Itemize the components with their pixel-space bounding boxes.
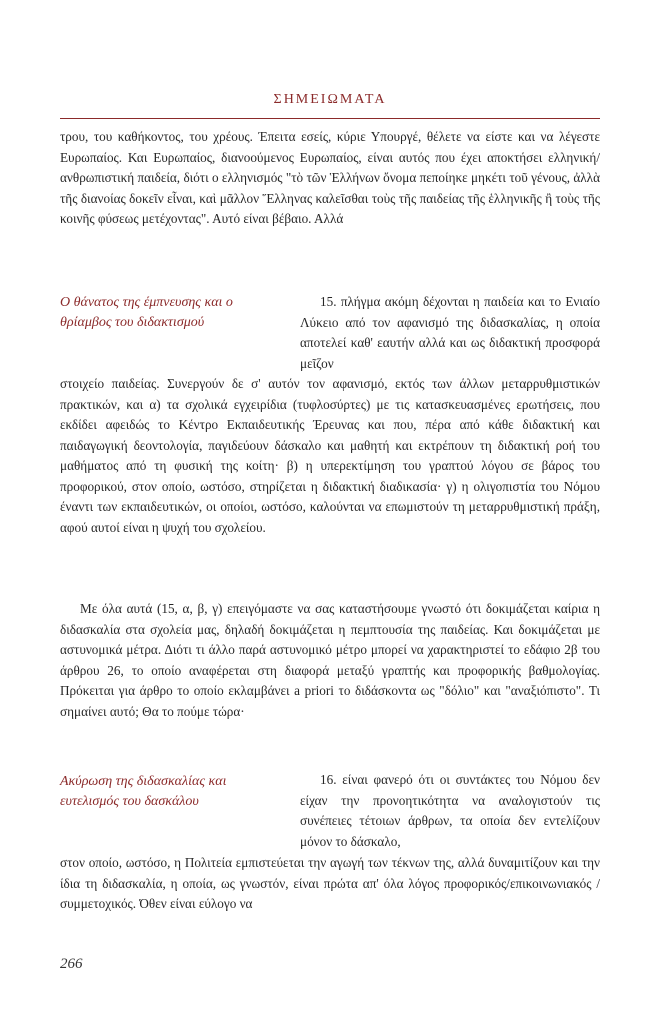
paragraph-15-opening: 15. πλήγμα ακόμη δέχονται η παιδεία και το Ενιαίο Λύκειο από τον αφανισμό της διδασκαλίας, η οποία αποτελεί καθ' εαυτήν αλλά και ως διδακτική προσφορά μεῖζον	[300, 294, 600, 371]
running-header: ΣΗΜΕΙΩΜΑΤΑ	[273, 92, 387, 107]
header-rule	[60, 118, 600, 119]
page-number: 266	[60, 956, 83, 972]
paragraph-16-opening: 16. είναι φανερό ότι οι συντάκτες του Νόμου δεν είχαν την προνοητικότητα να αναλογιστούν τις συνέπειες τέτοιων άρθρων, τα οποία δεν εντελίζουν μόνον το δάσκαλο,	[300, 772, 600, 849]
paragraph-3: Με όλα αυτά (15, α, β, γ) επειγόμαστε να σας καταστήσουμε γνωστό ότι δοκιμάζεται καίρια η διδασκαλία στα σχολεία μας, δηλαδή δοκιμάζεται η πεμπτουσία της παιδείας. Και δοκιμάζεται με αστυνομικά μέτρα. Διότι τι άλλο παρά αστυνομικό μέτρο μπορεί να χαρακτηριστεί το εδάφιο 2β του άρθρου 26, το οποίο αναφέρεται στη διαφορά μεταξύ γραπτής και προφορικής βαθμολογίας. Πρόκειται για άρθρο το οποίο εκλαμβάνει a priori το διδάσκοντα ως "δόλιο" και "αναξιόπιστο". Τι σημαίνει αυτό; Θα το πούμε τώρα·	[60, 601, 600, 719]
paragraph-16-body: στον οποίο, ωστόσο, η Πολιτεία εμπιστεύεται την αγωγή των τέκνων της, αλλά δυναμιτίζουν και την ίδια τη διδασκαλία, η οποία, ως γνωστόν, είναι πρώτα απ' όλα λόγος προφορικός/επικοινωνιακός / συμμετοχικός. Όθεν είναι εύλογο να	[60, 855, 600, 911]
paragraph-15-body: στοιχείο παιδείας. Συνεργούν δε σ' αυτόν τον αφανισμό, εκτός των άλλων μεταρρυθμιστικών πρακτικών, και α) τα σχολικά εγχειρίδια (τυφλοσύρτες) με τις κατασκευασμένες ερωτήσεις, που εκδίδει αφειδώς το Κέντρο Εκπαιδευτικής Έρευνας και που, πέρα από κάθε διδακτική και παιδαγωγική δεοντολογία, παγιδεύουν δάσκαλο και μαθητή και εκτρέπουν τη διδακτική ροή του μαθήματος από τη φυσική της κοίτη· β) η υπερεκτίμηση του γραπτού λόγου σε βάρος του προφορικού, στον οποίο, ωστόσο, στηρίζεται η διδακτική διαδικασία· γ) η ολιγοπιστία του Νόμου έναντι των εκπαιδευτικών, οι οποίοι, ωστόσο, καλούνται να επωμιστούν τη μεταρρυθμιστική πράξη, αφού αυτοί είναι η ψυχή του σχολείου.	[60, 376, 600, 535]
paragraph-1: τρου, του καθήκοντος, του χρέους. Έπειτα εσείς, κύριε Υπουργέ, θέλετε να είστε και να λέγεστε Ευρωπαίος. Και Ευρωπαίος, διανοούμενος Ευρωπαίος, είναι αυτός που έχει αποκτήσει ελληνική/ανθρωπιστική παιδεία, διότι ο ελληνισμός "τὸ τῶν Ἑλλήνων ὄνομα πεποίηκε μηκέτι τοῦ γένους, ἀλλὰ τῆς διανοίας δοκεῖν εἶναι, καὶ μᾶλλον Ἕλληνας καλεῖσθαι τοὺς τῆς παιδείας τῆς ἑλληνικῆς ἢ τοὺς τῆς κοινῆς φύσεως μετέχοντας". Αυτό είναι βέβαιο. Αλλά	[60, 129, 600, 226]
sidenote-nullification-of-teaching: Ακύρωση της διδασκαλίας και ευτελισμός του δασκάλου	[60, 774, 227, 809]
sidenote-death-of-inspiration: Ο θάνατος της έμπνευσης και ο θρίαμβος του διδακτισμού	[60, 295, 233, 330]
